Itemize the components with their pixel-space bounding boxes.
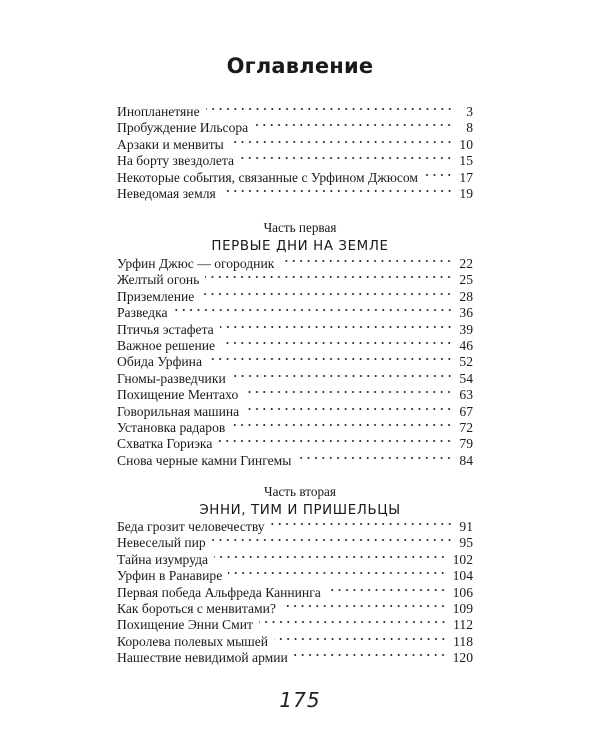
toc-entry-title: Королева полевых мышей	[117, 633, 269, 649]
toc-entry-title: Беда грозит человечеству	[117, 519, 265, 534]
toc-entry-title: На борту звездолета	[117, 153, 235, 169]
toc-entry	[117, 568, 473, 584]
toc-entry-title: Схватка Гориэка	[117, 436, 213, 452]
dot-leader	[214, 553, 447, 561]
toc-entry	[117, 552, 473, 568]
toc-entry-title: Некоторые события, связанные с Урфином Джюсом	[117, 169, 419, 185]
toc-entry-page: 25	[459, 272, 473, 288]
dot-leader	[212, 536, 453, 544]
toc-entry-title: Нашествие невидимой армии	[117, 650, 288, 666]
toc-entry-title: Желтый огонь	[117, 272, 200, 288]
toc-entry	[117, 617, 473, 633]
toc-entry-page: 102	[452, 551, 473, 567]
dot-leader	[282, 602, 447, 610]
toc-entry-title: Похищение Ментахо	[117, 387, 239, 403]
toc-entry-page: 67	[459, 403, 473, 419]
toc-entry-title: Разведка	[117, 305, 168, 321]
part-one-label: Часть первая	[263, 220, 337, 235]
toc-entry-page: 15	[459, 153, 473, 169]
part-one-title: ПЕРВЫЕ ДНИ НА ЗЕМЛЕ	[211, 239, 389, 254]
toc-entry	[117, 153, 473, 169]
toc-entry-title: Первая победа Альфреда Каннинга	[117, 584, 321, 600]
toc-entry-page: 84	[459, 452, 473, 468]
toc-entry	[117, 371, 473, 387]
toc-entry-page: 36	[459, 305, 473, 321]
toc-entry-title: Инопланетяне	[117, 104, 200, 119]
dot-leader	[297, 454, 453, 462]
toc-entry	[117, 585, 473, 601]
toc-part-one-list	[117, 256, 473, 469]
dot-leader	[327, 586, 447, 594]
toc-entry-page: 17	[459, 169, 473, 185]
toc-entry-title: Неведомая земля	[117, 185, 216, 201]
toc-entry	[117, 650, 473, 666]
dot-leader	[200, 290, 453, 298]
toc-entry-title: Как бороться с менвитами?	[117, 600, 276, 616]
dot-leader	[174, 306, 453, 314]
toc-entry	[117, 453, 473, 469]
part-two-label: Часть вторая	[264, 484, 336, 499]
page-title: Оглавление	[226, 54, 374, 78]
toc-entry-title: Приземление	[117, 288, 195, 304]
toc-entry-title: Важное решение	[117, 337, 216, 353]
dot-leader	[259, 618, 447, 626]
dot-leader	[271, 520, 453, 528]
toc-entry	[117, 120, 473, 136]
toc-entry-page: 109	[452, 600, 473, 616]
toc-part-two-list	[117, 519, 473, 667]
dot-leader	[205, 273, 453, 281]
toc-entry	[117, 322, 473, 338]
dot-leader	[254, 121, 453, 129]
toc-entry	[117, 420, 473, 436]
dot-leader	[232, 372, 453, 380]
part-one-heading	[0, 220, 600, 256]
toc-entry	[117, 305, 473, 321]
toc-entry	[117, 256, 473, 272]
toc-entry-title: Установка радаров	[117, 419, 226, 435]
toc-entry-page: 10	[459, 136, 473, 152]
toc-entry-page: 63	[459, 387, 473, 403]
toc-entry-page: 95	[459, 535, 473, 551]
dot-leader	[222, 187, 453, 195]
dot-leader	[240, 154, 453, 162]
dot-leader	[274, 635, 447, 643]
dot-leader	[294, 651, 447, 659]
dot-leader	[231, 421, 453, 429]
toc-entry-title: Говорильная машина	[117, 403, 240, 419]
toc-entry-title: Снова черные камни Гингемы	[117, 452, 292, 468]
toc-entry	[117, 535, 473, 551]
toc-entry-title: Урфин Джюс — огородник	[117, 256, 275, 271]
toc-entry-page: 52	[459, 354, 473, 370]
part-two-title: ЭННИ, ТИМ И ПРИШЕЛЬЦЫ	[199, 503, 401, 518]
toc-entry-title: Тайна изумруда	[117, 551, 209, 567]
toc-entry-title: Гномы-разведчики	[117, 370, 226, 386]
toc-entry	[117, 601, 473, 617]
page-number: 175	[279, 688, 321, 712]
dot-leader	[280, 257, 453, 265]
toc-entry-page: 54	[459, 370, 473, 386]
toc-entry	[117, 170, 473, 186]
dot-leader	[206, 105, 453, 113]
dot-leader	[244, 388, 453, 396]
toc-entry-title: Арзаки и менвиты	[117, 136, 224, 152]
toc-entry	[117, 338, 473, 354]
toc-entry	[117, 289, 473, 305]
dot-leader	[230, 138, 453, 146]
toc-entry	[117, 436, 473, 452]
toc-entry-page: 22	[459, 256, 473, 271]
dot-leader	[220, 323, 453, 331]
dot-leader	[245, 405, 453, 413]
toc-entry-page: 91	[459, 519, 473, 534]
toc-entry-page: 106	[452, 584, 473, 600]
toc-entry-title: Пробуждение Ильсора	[117, 120, 249, 136]
toc-entry-page: 118	[453, 633, 473, 649]
toc-entry	[117, 634, 473, 650]
dot-leader	[218, 437, 453, 445]
dot-leader	[221, 339, 453, 347]
dot-leader	[228, 569, 446, 577]
toc-entry	[117, 519, 473, 535]
toc-entry-title: Обида Урфина	[117, 354, 202, 370]
toc-intro-list	[117, 104, 473, 202]
toc-entry-page: 72	[459, 419, 473, 435]
toc-entry-page: 104	[452, 568, 473, 584]
toc-entry-page: 79	[459, 436, 473, 452]
toc-entry	[117, 387, 473, 403]
part-two-heading	[0, 484, 600, 520]
dot-leader	[208, 355, 453, 363]
toc-entry	[117, 137, 473, 153]
toc-entry	[117, 272, 473, 288]
toc-entry-page: 112	[453, 617, 473, 633]
toc-entry-page: 120	[452, 650, 473, 666]
toc-entry-page: 8	[466, 120, 473, 136]
toc-entry-page: 19	[459, 185, 473, 201]
toc-entry	[117, 104, 473, 120]
toc-entry-page: 46	[459, 337, 473, 353]
toc-entry-page: 3	[466, 104, 473, 119]
toc-entry-title: Похищение Энни Смит	[117, 617, 253, 633]
toc-entry	[117, 404, 473, 420]
toc-entry-title: Птичья эстафета	[117, 321, 214, 337]
dot-leader	[424, 171, 453, 179]
toc-entry-page: 28	[459, 288, 473, 304]
toc-entry-title: Невеселый пир	[117, 535, 206, 551]
toc-entry-page: 39	[459, 321, 473, 337]
toc-entry-title: Урфин в Ранавире	[117, 568, 223, 584]
toc-entry	[117, 186, 473, 202]
toc-entry	[117, 354, 473, 370]
